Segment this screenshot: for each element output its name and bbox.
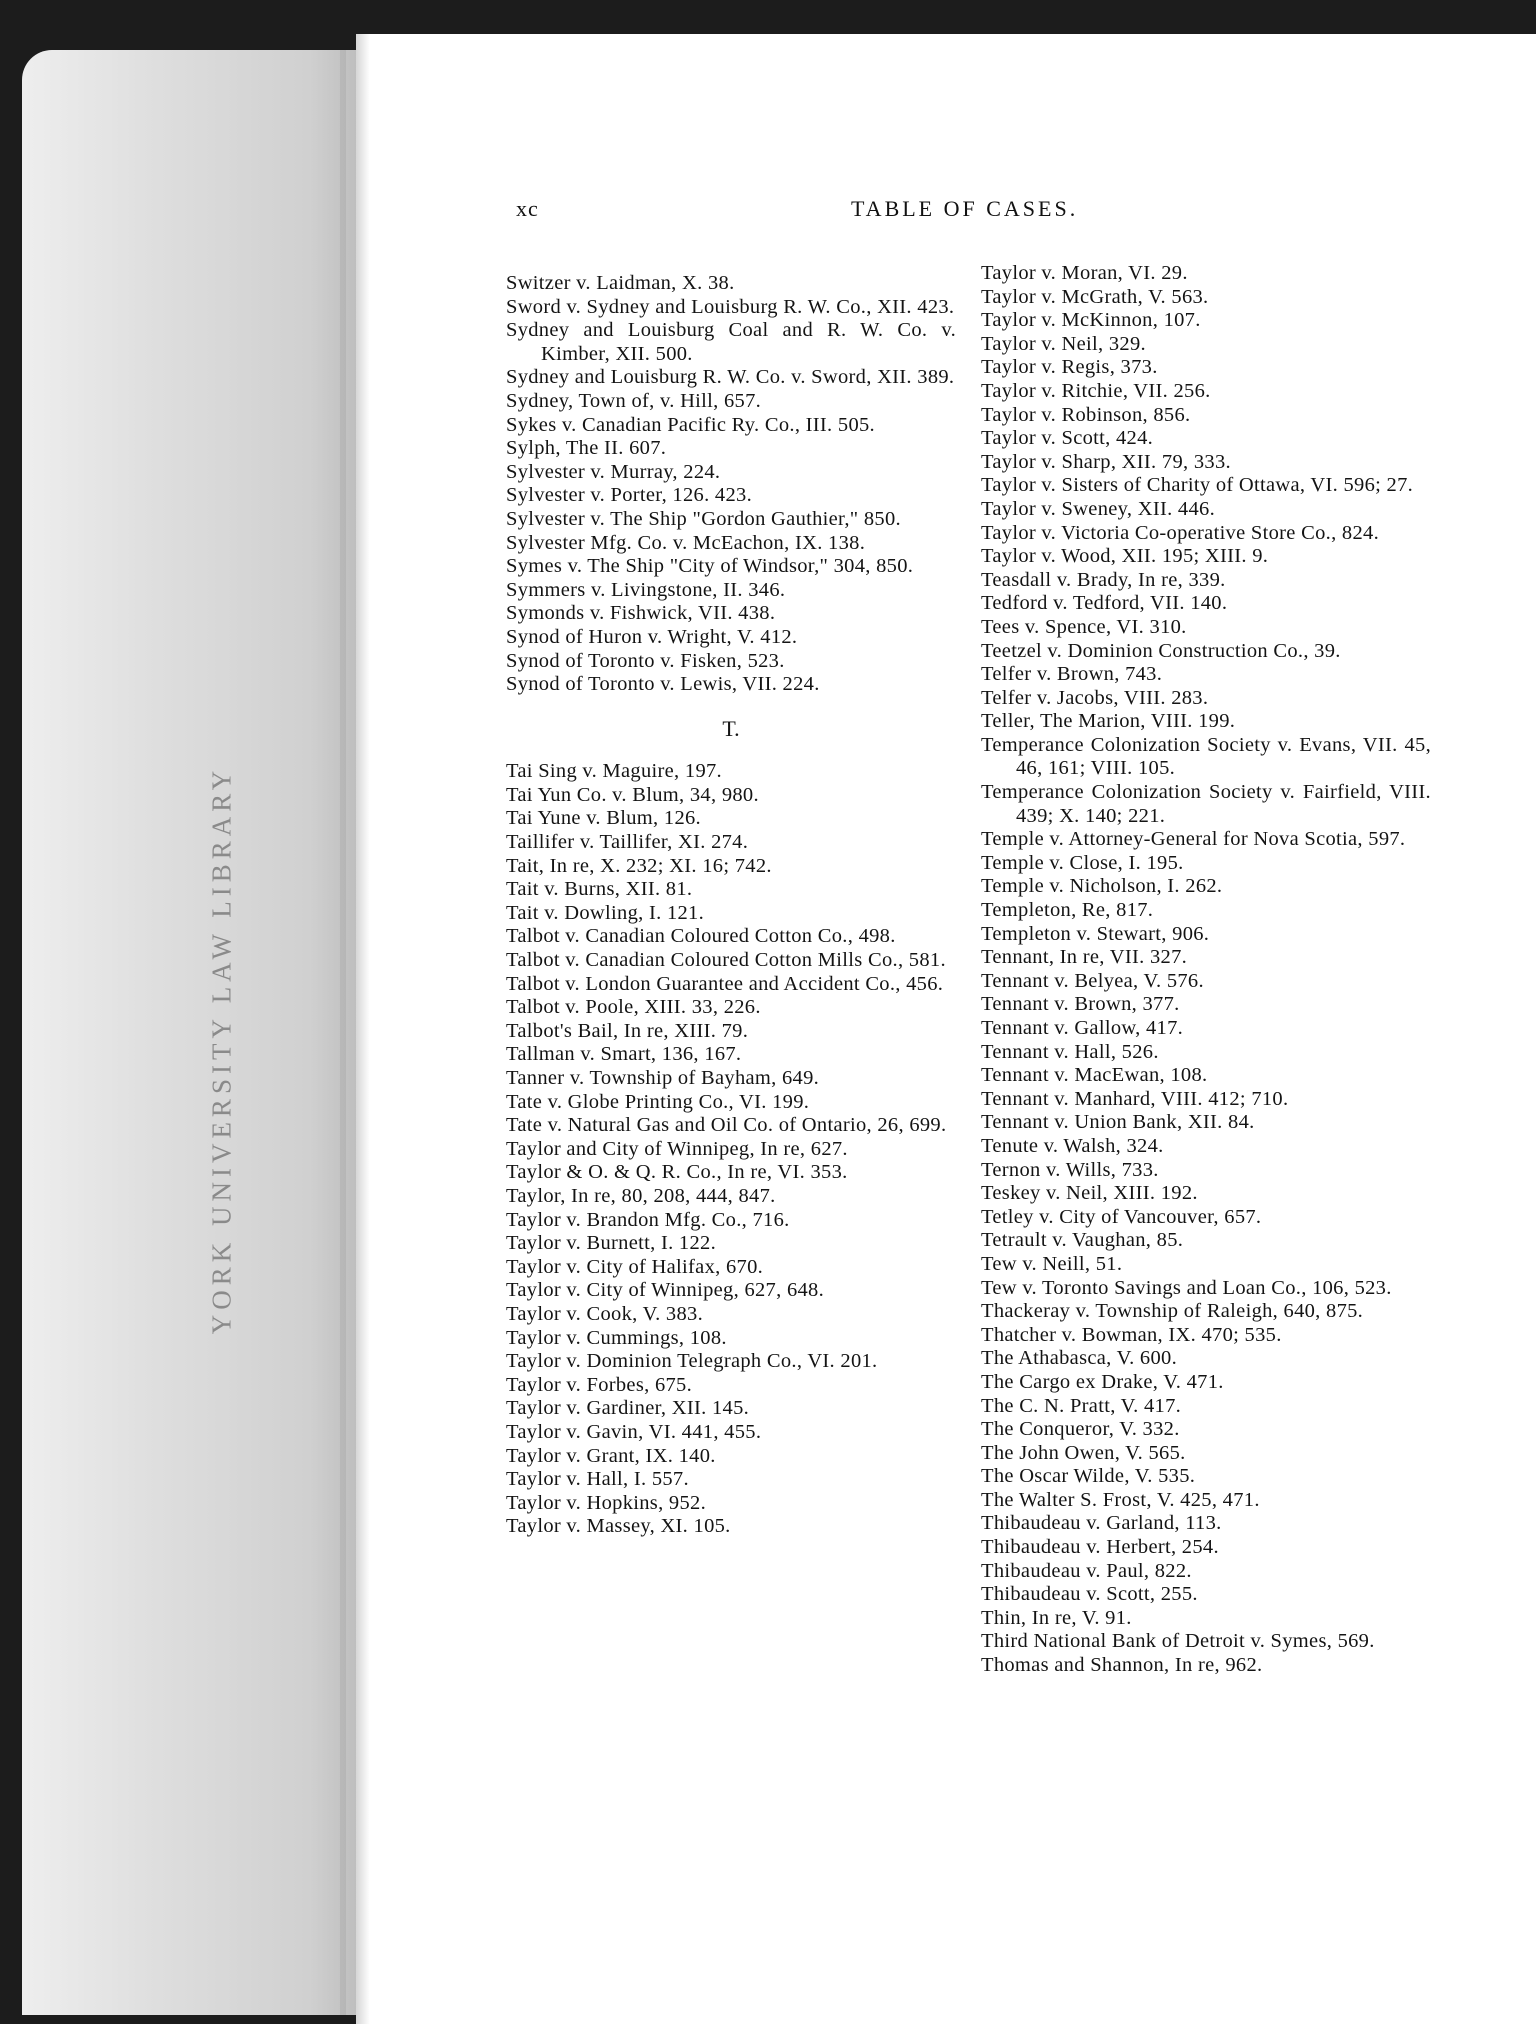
case-entry: Synod of Toronto v. Fisken, 523.: [506, 649, 785, 672]
case-entry: Tait v. Dowling, I. 121.: [506, 901, 705, 924]
section-heading-t: T.: [722, 715, 740, 741]
case-entry: Symes v. The Ship "City of Windsor," 304, 850.: [506, 555, 914, 578]
case-entry: Talbot v. Canadian Coloured Cotton Mills Co., 581.: [506, 949, 946, 972]
case-entry: Thibaudeau v. Scott, 255.: [981, 1583, 1198, 1606]
case-entry: Taylor v. Hall, I. 557.: [506, 1468, 689, 1491]
case-entry: Temple v. Close, I. 195.: [981, 851, 1184, 874]
case-entry: Tees v. Spence, VI. 310.: [981, 615, 1187, 638]
running-head: TABLE OF CASES.: [851, 196, 1079, 221]
case-entry: Tennant v. MacEwan, 108.: [981, 1064, 1208, 1087]
case-entry: Templeton v. Stewart, 906.: [981, 922, 1210, 945]
case-entry: Third National Bank of Detroit v. Symes, 569.: [981, 1630, 1375, 1653]
case-entry: Tennant, In re, VII. 327.: [981, 946, 1188, 969]
case-entry: Tai Yun Co. v. Blum, 34, 980.: [506, 783, 759, 806]
case-entry: Tennant v. Belyea, V. 576.: [981, 969, 1204, 992]
case-entry: Tennant v. Gallow, 417.: [981, 1017, 1184, 1039]
case-entry: Teskey v. Neil, XIII. 192.: [981, 1182, 1198, 1205]
case-entry: Taylor v. Sisters of Charity of Ottawa, VI. 596; 27.: [981, 474, 1414, 497]
right-entries: [981, 262, 1431, 1678]
case-entry: Tait v. Burns, XII. 81.: [506, 878, 693, 901]
case-entry: Taylor v. McGrath, V. 563.: [981, 285, 1209, 308]
case-entry: Taylor v. Massey, XI. 105.: [506, 1515, 731, 1538]
case-entry: The Walter S. Frost, V. 425, 471.: [981, 1488, 1260, 1511]
case-entry: Thibaudeau v. Garland, 113.: [981, 1512, 1222, 1535]
case-entry: Taylor v. Gavin, VI. 441, 455.: [506, 1420, 762, 1443]
case-entry: The John Owen, V. 565.: [981, 1441, 1186, 1464]
case-entry: Talbot v. Poole, XIII. 33, 226.: [506, 996, 761, 1019]
case-entry: Taylor v. Grant, IX. 140.: [506, 1444, 716, 1467]
left-entries-s: [506, 272, 956, 697]
case-entry: Tenute v. Walsh, 324.: [981, 1134, 1164, 1157]
case-entry: Tetrault v. Vaughan, 85.: [981, 1229, 1184, 1252]
case-entry: Taylor v. City of Winnipeg, 627, 648.: [506, 1279, 825, 1302]
case-entry: Thackeray v. Township of Raleigh, 640, 875.: [981, 1300, 1364, 1323]
case-entry: Sylph, The II. 607.: [506, 437, 667, 460]
case-entry: Synod of Huron v. Wright, V. 412.: [506, 625, 798, 648]
case-entry: Taylor v. Scott, 424.: [981, 427, 1154, 450]
case-entry: Taylor v. Gardiner, XII. 145.: [506, 1397, 750, 1420]
case-entry: Tew v. Neill, 51.: [981, 1252, 1123, 1275]
case-entry: Taylor v. Robinson, 856.: [981, 403, 1191, 426]
case-entry: Taylor v. Ritchie, VII. 256.: [981, 379, 1211, 402]
case-entry: Switzer v. Laidman, X. 38.: [506, 272, 735, 294]
case-entry: Symmers v. Livingstone, II. 346.: [506, 578, 786, 601]
case-entry: Sydney and Louisburg Coal and R. W. Co. v. Kimber, XII. 500.: [506, 319, 956, 365]
case-entry: Taylor v. City of Halifax, 670.: [506, 1255, 764, 1278]
case-entry: Taylor v. Dominion Telegraph Co., VI. 201.: [506, 1350, 878, 1373]
library-stamp: YORK UNIVERSITY LAW LIBRARY: [206, 765, 237, 1335]
case-entry: Talbot's Bail, In re, XIII. 79.: [506, 1019, 749, 1042]
case-entry: Synod of Toronto v. Lewis, VII. 224.: [506, 673, 820, 696]
case-entry: Taylor & O. & Q. R. Co., In re, VI. 353.: [506, 1161, 848, 1184]
case-entry: Sylvester Mfg. Co. v. McEachon, IX. 138.: [506, 531, 866, 554]
case-entry: Taylor v. Cook, V. 383.: [506, 1302, 703, 1325]
case-entry: Taylor v. Victoria Co-operative Store Co., 824.: [981, 521, 1380, 544]
case-entry: Talbot v. Canadian Coloured Cotton Co., 498.: [506, 925, 896, 948]
book-page-edges: [22, 50, 360, 2015]
case-entry: Thibaudeau v. Herbert, 254.: [981, 1536, 1219, 1559]
case-entry: Taylor v. Regis, 373.: [981, 356, 1158, 379]
case-entry: Tai Sing v. Maguire, 197.: [506, 760, 722, 783]
case-entry: Taylor v. Forbes, 675.: [506, 1373, 693, 1396]
case-entry: Taylor v. Brandon Mfg. Co., 716.: [506, 1208, 790, 1231]
page-number: xc: [516, 196, 539, 221]
case-entry: Tetley v. City of Vancouver, 657.: [981, 1205, 1262, 1228]
case-entry: Teller, The Marion, VIII. 199.: [981, 710, 1236, 733]
case-entry: The Athabasca, V. 600.: [981, 1347, 1178, 1370]
case-entry: Sylvester v. Murray, 224.: [506, 460, 721, 483]
case-entry: Tew v. Toronto Savings and Loan Co., 106, 523.: [981, 1276, 1392, 1299]
book-page: [356, 34, 1536, 2024]
case-entry: Tedford v. Tedford, VII. 140.: [981, 592, 1228, 615]
left-column: [506, 272, 956, 1539]
page-header: [516, 196, 1476, 236]
case-entry: Thibaudeau v. Paul, 822.: [981, 1559, 1192, 1582]
case-entry: Ternon v. Wills, 733.: [981, 1158, 1159, 1181]
case-entry: Teetzel v. Dominion Construction Co., 39.: [981, 639, 1341, 662]
case-entry: Sylvester v. The Ship "Gordon Gauthier," 850.: [506, 507, 901, 530]
case-entry: Tallman v. Smart, 136, 167.: [506, 1043, 742, 1066]
case-entry: Taylor v. Sweney, XII. 446.: [981, 497, 1216, 520]
case-entry: Tate v. Natural Gas and Oil Co. of Ontario, 26, 699.: [506, 1114, 947, 1137]
case-entry: Taylor v. Cummings, 108.: [506, 1326, 727, 1349]
case-entry: Taylor v. Sharp, XII. 79, 333.: [981, 450, 1231, 473]
case-entry: Thin, In re, V. 91.: [981, 1606, 1132, 1629]
case-entry: Taylor v. Wood, XII. 195; XIII. 9.: [981, 545, 1269, 568]
case-entry: Thatcher v. Bowman, IX. 470; 535.: [981, 1323, 1282, 1346]
case-entry: The C. N. Pratt, V. 417.: [981, 1394, 1182, 1417]
case-entry: Taylor, In re, 80, 208, 444, 847.: [506, 1184, 776, 1207]
case-entry: Tai Yune v. Blum, 126.: [506, 807, 701, 830]
case-entry: Sykes v. Canadian Pacific Ry. Co., III. 505.: [506, 413, 875, 436]
right-column: [981, 262, 1431, 1678]
case-entry: Tennant v. Union Bank, XII. 84.: [981, 1111, 1255, 1134]
case-entry: Taylor v. Hopkins, 952.: [506, 1491, 707, 1514]
case-entry: Sword v. Sydney and Louisburg R. W. Co., XII. 423.: [506, 295, 955, 318]
case-entry: Tennant v. Hall, 526.: [981, 1040, 1159, 1063]
case-entry: Symonds v. Fishwick, VII. 438.: [506, 602, 776, 625]
case-entry: Telfer v. Jacobs, VIII. 283.: [981, 686, 1209, 709]
case-entry: Telfer v. Brown, 743.: [981, 663, 1163, 686]
case-entry: Sydney and Louisburg R. W. Co. v. Sword, XII. 389.: [506, 366, 955, 389]
case-entry: Teasdall v. Brady, In re, 339.: [981, 568, 1226, 591]
left-entries-t: [506, 760, 956, 1539]
case-entry: Taylor v. Burnett, I. 122.: [506, 1232, 716, 1255]
case-entry: Tennant v. Brown, 377.: [981, 993, 1180, 1016]
case-entry: Sylvester v. Porter, 126. 423.: [506, 484, 752, 507]
case-entry: Taylor v. Neil, 329.: [981, 332, 1146, 355]
case-entry: Tait, In re, X. 232; XI. 16; 742.: [506, 854, 772, 877]
case-entry: Taylor v. Moran, VI. 29.: [981, 262, 1188, 284]
case-entry: Templeton, Re, 817.: [981, 899, 1154, 922]
case-entry: Temple v. Attorney-General for Nova Scotia, 597.: [981, 828, 1406, 851]
case-entry: Temperance Colonization Society v. Fairfield, VIII. 439; X. 140; 221.: [981, 781, 1431, 827]
case-entry: Temple v. Nicholson, I. 262.: [981, 875, 1223, 898]
case-entry: Tennant v. Manhard, VIII. 412; 710.: [981, 1087, 1289, 1110]
case-entry: Thomas and Shannon, In re, 962.: [981, 1654, 1263, 1677]
case-entry: Sydney, Town of, v. Hill, 657.: [506, 389, 762, 412]
case-entry: Tate v. Globe Printing Co., VI. 199.: [506, 1090, 810, 1113]
case-entry: Taylor and City of Winnipeg, In re, 627.: [506, 1137, 848, 1160]
case-entry: Talbot v. London Guarantee and Accident Co., 456.: [506, 972, 944, 995]
case-entry: The Oscar Wilde, V. 535.: [981, 1465, 1196, 1488]
case-entry: Tanner v. Township of Bayham, 649.: [506, 1067, 820, 1089]
case-entry: Temperance Colonization Society v. Evans, VII. 45, 46, 161; VIII. 105.: [981, 733, 1431, 780]
case-entry: The Conqueror, V. 332.: [981, 1418, 1180, 1441]
case-entry: Taillifer v. Taillifer, XI. 274.: [506, 831, 749, 854]
case-entry: The Cargo ex Drake, V. 471.: [981, 1370, 1224, 1393]
case-entry: Taylor v. McKinnon, 107.: [981, 309, 1201, 332]
